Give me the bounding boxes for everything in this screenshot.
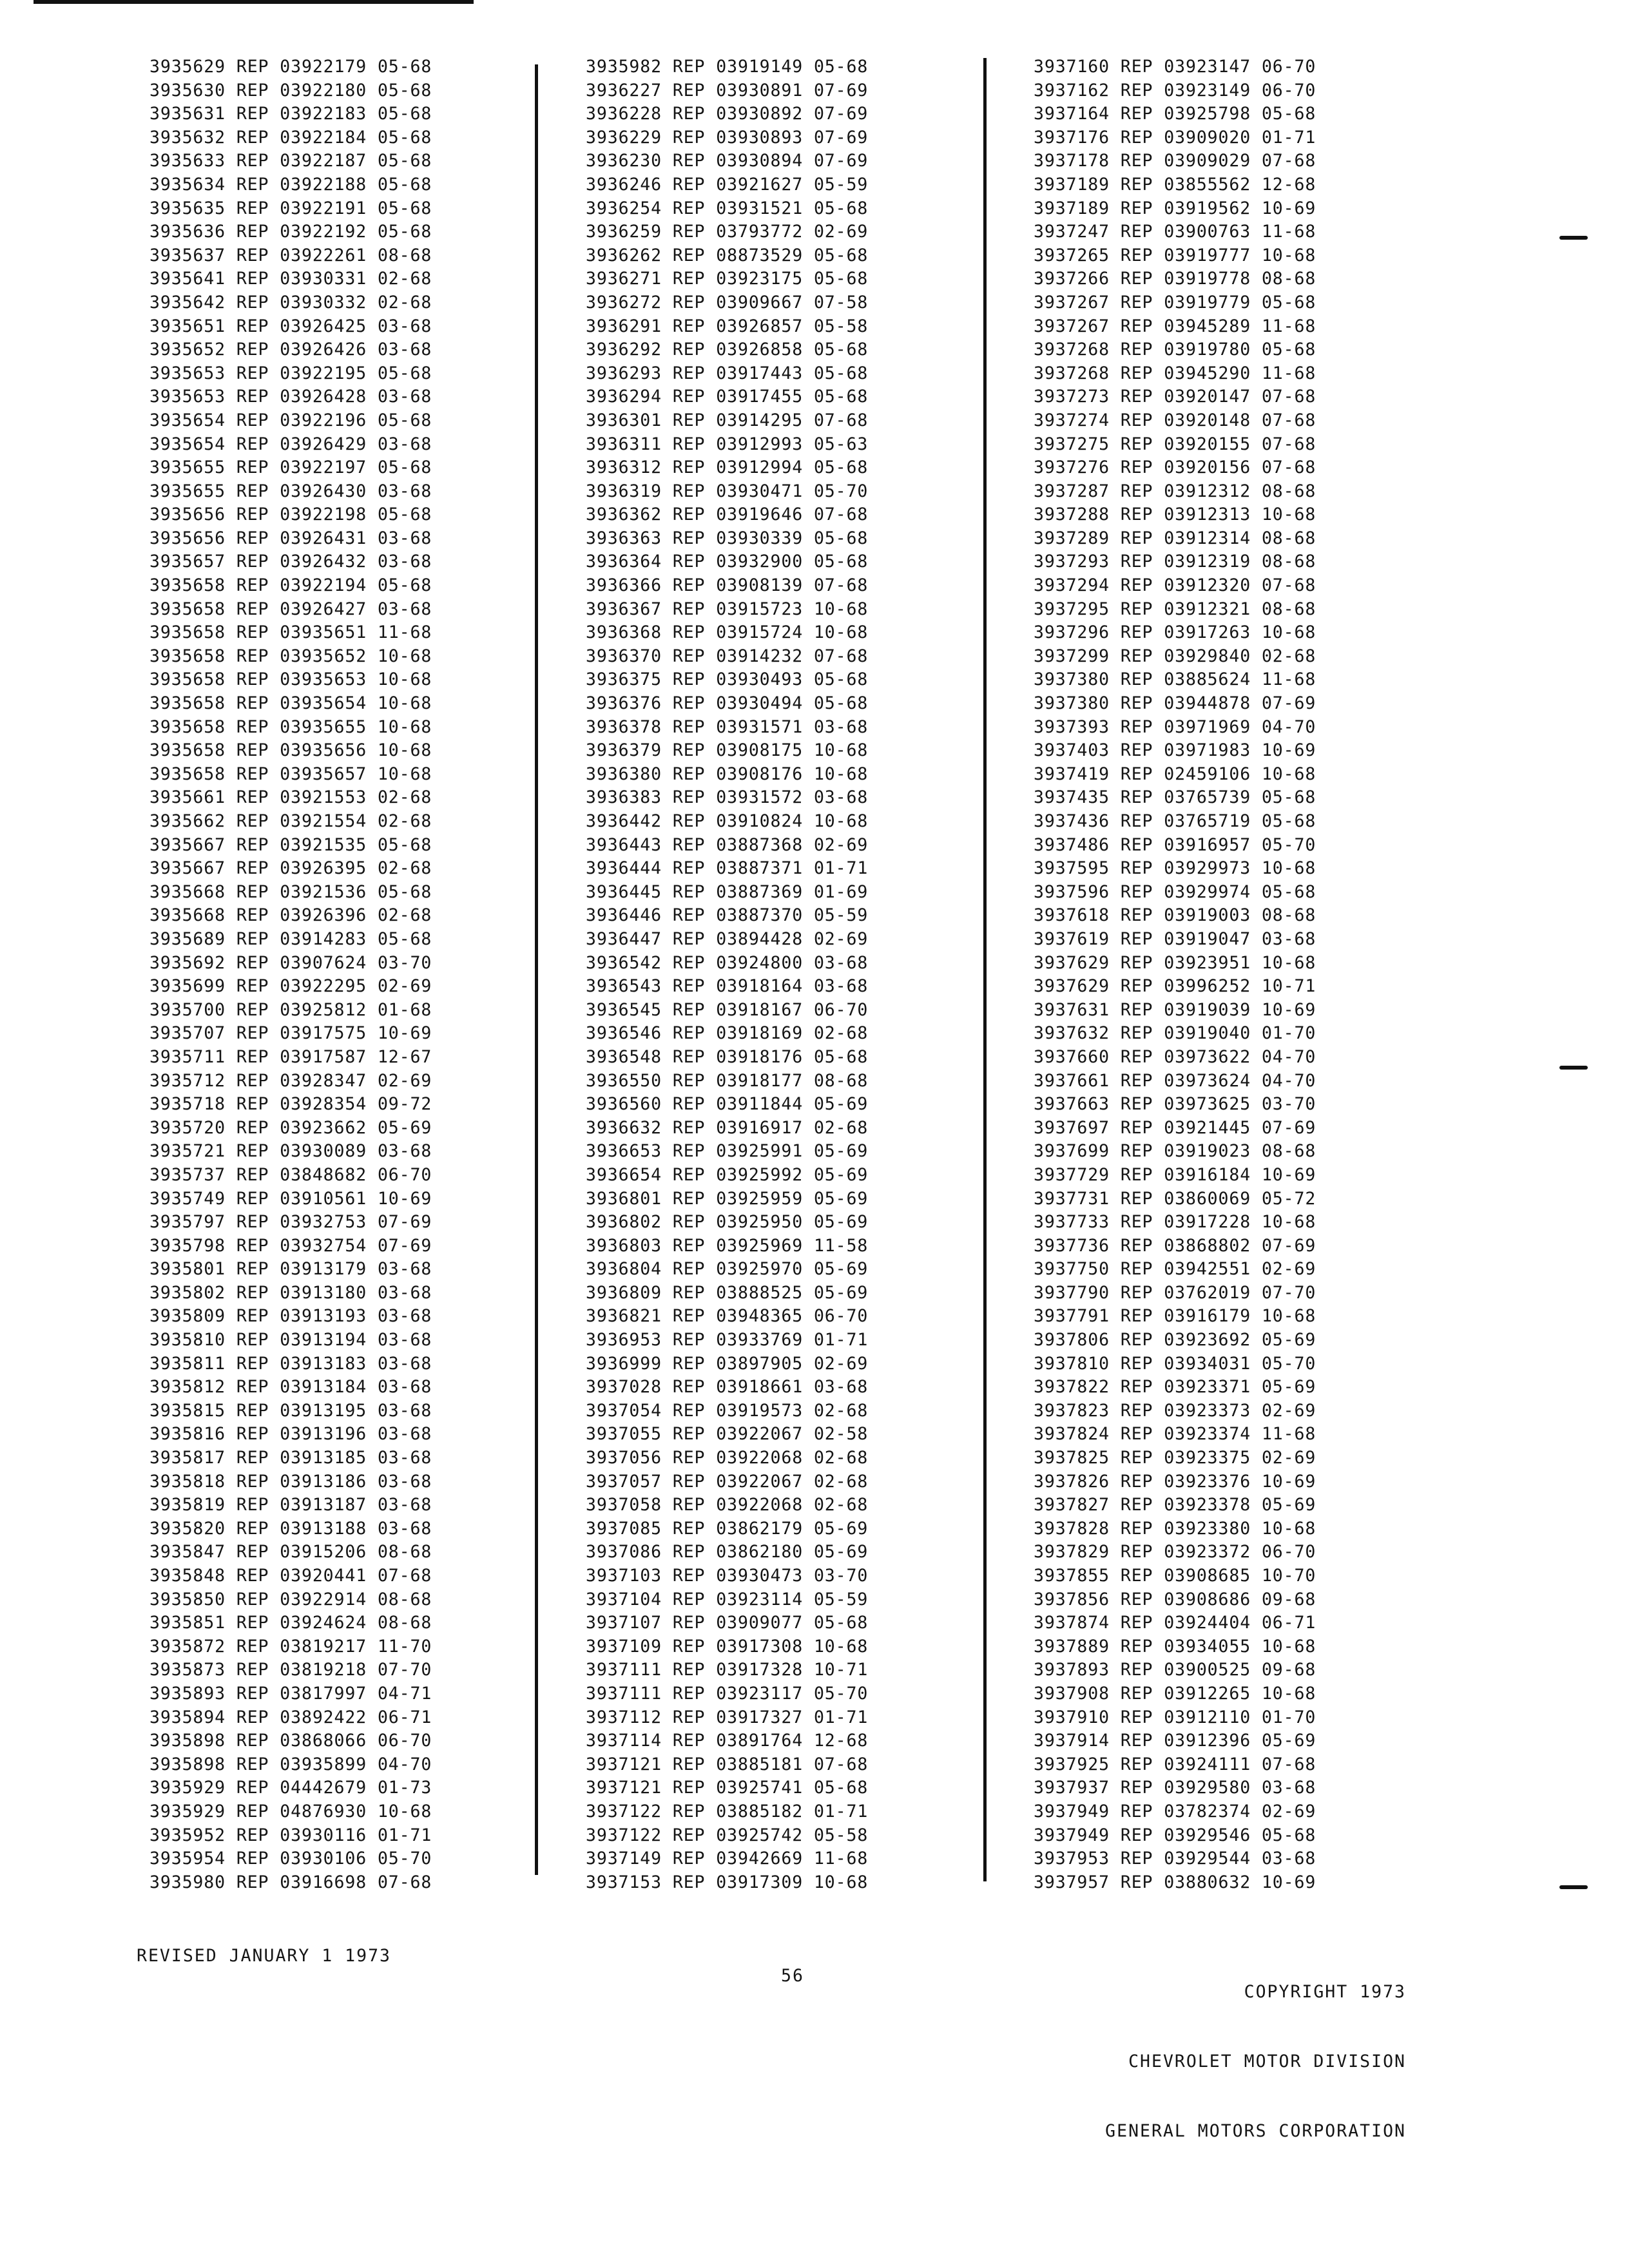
part-entry: 3935655 REP 03922197 05-68 xyxy=(149,457,432,478)
part-entry: 3937267 REP 03945289 11-68 xyxy=(1034,316,1316,336)
part-entry: 3936301 REP 03914295 07-68 xyxy=(586,410,869,430)
part-entry: 3937631 REP 03919039 10-69 xyxy=(1034,999,1316,1020)
part-entry: 3937121 REP 03925741 05-68 xyxy=(586,1778,869,1798)
part-entry: 3937619 REP 03919047 03-68 xyxy=(1034,928,1316,949)
part-entry: 3936447 REP 03894428 02-69 xyxy=(586,928,869,949)
part-entry: 3936804 REP 03925970 05-69 xyxy=(586,1259,869,1280)
part-entry: 3937806 REP 03923692 05-69 xyxy=(1034,1330,1316,1350)
part-entry: 3935692 REP 03907624 03-70 xyxy=(149,952,432,973)
part-entry: 3937957 REP 03880632 10-69 xyxy=(1034,1872,1316,1892)
part-entry: 3936230 REP 03930894 07-69 xyxy=(586,151,869,171)
part-entry: 3937791 REP 03916179 10-68 xyxy=(1034,1306,1316,1327)
margin-mark xyxy=(1559,1885,1588,1889)
part-entry: 3936294 REP 03917455 05-68 xyxy=(586,387,869,407)
part-entry: 3935929 REP 04876930 10-68 xyxy=(149,1801,432,1821)
part-entry: 3937697 REP 03921445 07-69 xyxy=(1034,1117,1316,1138)
part-entry: 3935658 REP 03935654 10-68 xyxy=(149,693,432,714)
part-entry: 3937729 REP 03916184 10-69 xyxy=(1034,1164,1316,1185)
page-number: 56 xyxy=(781,1966,804,1986)
part-entry: 3936999 REP 03897905 02-69 xyxy=(586,1353,869,1374)
part-entry: 3935818 REP 03913186 03-68 xyxy=(149,1471,432,1492)
part-entry: 3935809 REP 03913193 03-68 xyxy=(149,1306,432,1327)
part-entry: 3935929 REP 04442679 01-73 xyxy=(149,1778,432,1798)
part-entry: 3937028 REP 03918661 03-68 xyxy=(586,1377,869,1398)
part-entry: 3936227 REP 03930891 07-69 xyxy=(586,80,869,101)
part-entry: 3937827 REP 03923378 05-69 xyxy=(1034,1495,1316,1515)
part-entry: 3936293 REP 03917443 05-68 xyxy=(586,363,869,383)
part-entry: 3937178 REP 03909029 07-68 xyxy=(1034,151,1316,171)
part-entry: 3937949 REP 03782374 02-69 xyxy=(1034,1801,1316,1821)
part-entry: 3936953 REP 03933769 01-71 xyxy=(586,1330,869,1350)
part-entry: 3937908 REP 03912265 10-68 xyxy=(1034,1683,1316,1704)
part-entry: 3937893 REP 03900525 09-68 xyxy=(1034,1660,1316,1680)
part-entry: 3935658 REP 03935652 10-68 xyxy=(149,646,432,666)
part-entry: 3935812 REP 03913184 03-68 xyxy=(149,1377,432,1398)
part-entry: 3937937 REP 03929580 03-68 xyxy=(1034,1778,1316,1798)
part-entry: 3937736 REP 03868802 07-69 xyxy=(1034,1235,1316,1256)
part-entry: 3935873 REP 03819218 07-70 xyxy=(149,1660,432,1680)
part-entry: 3936821 REP 03948365 06-70 xyxy=(586,1306,869,1327)
part-entry: 3937289 REP 03912314 08-68 xyxy=(1034,528,1316,548)
part-entry: 3935711 REP 03917587 12-67 xyxy=(149,1046,432,1067)
part-entry: 3937274 REP 03920148 07-68 xyxy=(1034,410,1316,430)
part-entry: 3937733 REP 03917228 10-68 xyxy=(1034,1212,1316,1233)
part-entry: 3935749 REP 03910561 10-69 xyxy=(149,1188,432,1209)
part-entry: 3935816 REP 03913196 03-68 xyxy=(149,1424,432,1445)
part-entry: 3937189 REP 03919562 10-69 xyxy=(1034,198,1316,218)
part-entry: 3937403 REP 03971983 10-69 xyxy=(1034,740,1316,761)
part-entry: 3936311 REP 03912993 05-63 xyxy=(586,434,869,454)
part-entry: 3937153 REP 03917309 10-68 xyxy=(586,1872,869,1892)
part-entry: 3935721 REP 03930089 03-68 xyxy=(149,1141,432,1162)
part-entry: 3937731 REP 03860069 05-72 xyxy=(1034,1188,1316,1209)
part-entry: 3936560 REP 03911844 05-69 xyxy=(586,1094,869,1115)
part-entry: 3935642 REP 03930332 02-68 xyxy=(149,292,432,312)
part-entry: 3936364 REP 03932900 05-68 xyxy=(586,552,869,572)
part-entry: 3936543 REP 03918164 03-68 xyxy=(586,976,869,997)
part-entry: 3935641 REP 03930331 02-68 xyxy=(149,269,432,289)
part-entry: 3937287 REP 03912312 08-68 xyxy=(1034,481,1316,501)
part-entry: 3936368 REP 03915724 10-68 xyxy=(586,622,869,643)
part-entry: 3937189 REP 03855562 12-68 xyxy=(1034,174,1316,195)
part-entry: 3937111 REP 03917328 10-71 xyxy=(586,1660,869,1680)
column-divider-2 xyxy=(983,58,987,1881)
part-entry: 3935658 REP 03935653 10-68 xyxy=(149,669,432,690)
part-entry: 3935653 REP 03922195 05-68 xyxy=(149,363,432,383)
part-entry: 3937595 REP 03929973 10-68 xyxy=(1034,858,1316,879)
part-entry: 3935720 REP 03923662 05-69 xyxy=(149,1117,432,1138)
part-entry: 3936803 REP 03925969 11-58 xyxy=(586,1235,869,1256)
part-entry: 3937629 REP 03996252 10-71 xyxy=(1034,976,1316,997)
part-entry: 3936809 REP 03888525 05-69 xyxy=(586,1282,869,1303)
part-entry: 3937393 REP 03971969 04-70 xyxy=(1034,716,1316,737)
part-entry: 3937750 REP 03942551 02-69 xyxy=(1034,1259,1316,1280)
part-entry: 3937629 REP 03923951 10-68 xyxy=(1034,952,1316,973)
part-entry: 3937164 REP 03925798 05-68 xyxy=(1034,104,1316,124)
part-entry: 3936542 REP 03924800 03-68 xyxy=(586,952,869,973)
part-entry: 3935656 REP 03926431 03-68 xyxy=(149,528,432,548)
part-entry: 3937632 REP 03919040 01-70 xyxy=(1034,1023,1316,1044)
part-entry: 3937275 REP 03920155 07-68 xyxy=(1034,434,1316,454)
part-entry: 3935658 REP 03935656 10-68 xyxy=(149,740,432,761)
part-entry: 3937104 REP 03923114 05-59 xyxy=(586,1589,869,1610)
part-entry: 3937247 REP 03900763 11-68 xyxy=(1034,222,1316,242)
part-entry: 3937056 REP 03922068 02-68 xyxy=(586,1448,869,1468)
part-entry: 3937825 REP 03923375 02-69 xyxy=(1034,1448,1316,1468)
part-entry: 3935630 REP 03922180 05-68 xyxy=(149,80,432,101)
part-entry: 3935633 REP 03922187 05-68 xyxy=(149,151,432,171)
part-entry: 3935654 REP 03926429 03-68 xyxy=(149,434,432,454)
part-entry: 3937085 REP 03862179 05-69 xyxy=(586,1518,869,1539)
part-entry: 3936291 REP 03926857 05-58 xyxy=(586,316,869,336)
part-entry: 3937058 REP 03922068 02-68 xyxy=(586,1495,869,1515)
copyright-line: CHEVROLET MOTOR DIVISION xyxy=(1128,2052,1406,2071)
part-entry: 3937824 REP 03923374 11-68 xyxy=(1034,1424,1316,1445)
part-entry: 3935954 REP 03930106 05-70 xyxy=(149,1849,432,1869)
part-entry: 3937953 REP 03929544 03-68 xyxy=(1034,1849,1316,1869)
part-entry: 3936443 REP 03887368 02-69 xyxy=(586,834,869,855)
part-entry: 3937273 REP 03920147 07-68 xyxy=(1034,387,1316,407)
part-entry: 3935636 REP 03922192 05-68 xyxy=(149,222,432,242)
part-entry: 3937295 REP 03912321 08-68 xyxy=(1034,599,1316,619)
part-entry: 3935655 REP 03926430 03-68 xyxy=(149,481,432,501)
part-entry: 3936375 REP 03930493 05-68 xyxy=(586,669,869,690)
part-entry: 3937810 REP 03934031 05-70 xyxy=(1034,1353,1316,1374)
part-entry: 3936444 REP 03887371 01-71 xyxy=(586,858,869,879)
part-entry: 3935898 REP 03935899 04-70 xyxy=(149,1754,432,1774)
top-rule xyxy=(34,0,474,4)
part-entry: 3937299 REP 03929840 02-68 xyxy=(1034,646,1316,666)
part-entry: 3936228 REP 03930892 07-69 xyxy=(586,104,869,124)
part-entry: 3935872 REP 03819217 11-70 xyxy=(149,1636,432,1657)
part-entry: 3935850 REP 03922914 08-68 xyxy=(149,1589,432,1610)
part-entry: 3935801 REP 03913179 03-68 xyxy=(149,1259,432,1280)
part-entry: 3935811 REP 03913183 03-68 xyxy=(149,1353,432,1374)
part-entry: 3936272 REP 03909667 07-58 xyxy=(586,292,869,312)
part-entry: 3935689 REP 03914283 05-68 xyxy=(149,928,432,949)
part-entry: 3935819 REP 03913187 03-68 xyxy=(149,1495,432,1515)
part-entry: 3936445 REP 03887369 01-69 xyxy=(586,881,869,902)
part-entry: 3935658 REP 03922194 05-68 xyxy=(149,575,432,596)
part-entry: 3937268 REP 03945290 11-68 xyxy=(1034,363,1316,383)
part-entry: 3937112 REP 03917327 01-71 xyxy=(586,1707,869,1727)
copyright-block xyxy=(1105,1934,1406,2166)
part-entry: 3935658 REP 03935657 10-68 xyxy=(149,764,432,784)
part-entry: 3936362 REP 03919646 07-68 xyxy=(586,505,869,525)
parts-column-2 xyxy=(586,55,868,1894)
part-entry: 3937107 REP 03909077 05-68 xyxy=(586,1613,869,1633)
part-entry: 3936378 REP 03931571 03-68 xyxy=(586,716,869,737)
part-entry: 3936546 REP 03918169 02-68 xyxy=(586,1023,869,1044)
part-entry: 3937829 REP 03923372 06-70 xyxy=(1034,1542,1316,1562)
part-entry: 3937288 REP 03912313 10-68 xyxy=(1034,505,1316,525)
part-entry: 3936319 REP 03930471 05-70 xyxy=(586,481,869,501)
part-entry: 3935661 REP 03921553 02-68 xyxy=(149,787,432,808)
part-entry: 3935848 REP 03920441 07-68 xyxy=(149,1566,432,1586)
part-entry: 3937122 REP 03885182 01-71 xyxy=(586,1801,869,1821)
part-entry: 3937103 REP 03930473 03-70 xyxy=(586,1566,869,1586)
part-entry: 3936262 REP 08873529 05-68 xyxy=(586,245,869,265)
part-entry: 3936383 REP 03931572 03-68 xyxy=(586,787,869,808)
part-entry: 3935668 REP 03926396 02-68 xyxy=(149,905,432,926)
part-entry: 3935817 REP 03913185 03-68 xyxy=(149,1448,432,1468)
part-entry: 3935707 REP 03917575 10-69 xyxy=(149,1023,432,1044)
part-entry: 3936653 REP 03925991 05-69 xyxy=(586,1141,869,1162)
part-entry: 3936254 REP 03931521 05-68 xyxy=(586,198,869,218)
part-entry: 3935662 REP 03921554 02-68 xyxy=(149,811,432,831)
part-entry: 3937111 REP 03923117 05-70 xyxy=(586,1683,869,1704)
copyright-line: COPYRIGHT 1973 xyxy=(1244,1982,1406,2002)
part-entry: 3937823 REP 03923373 02-69 xyxy=(1034,1400,1316,1421)
part-entry: 3935635 REP 03922191 05-68 xyxy=(149,198,432,218)
part-entry: 3935658 REP 03926427 03-68 xyxy=(149,599,432,619)
part-entry: 3937276 REP 03920156 07-68 xyxy=(1034,457,1316,478)
part-entry: 3937296 REP 03917263 10-68 xyxy=(1034,622,1316,643)
part-entry: 3936802 REP 03925950 05-69 xyxy=(586,1212,869,1233)
part-entry: 3936548 REP 03918176 05-68 xyxy=(586,1046,869,1067)
part-entry: 3936376 REP 03930494 05-68 xyxy=(586,693,869,714)
part-entry: 3937293 REP 03912319 08-68 xyxy=(1034,552,1316,572)
part-entry: 3936446 REP 03887370 05-59 xyxy=(586,905,869,926)
part-entry: 3937663 REP 03973625 03-70 xyxy=(1034,1094,1316,1115)
part-entry: 3936367 REP 03915723 10-68 xyxy=(586,599,869,619)
part-entry: 3937265 REP 03919777 10-68 xyxy=(1034,245,1316,265)
part-entry: 3935982 REP 03919149 05-68 xyxy=(586,57,869,77)
part-entry: 3937176 REP 03909020 01-71 xyxy=(1034,127,1316,148)
part-entry: 3936259 REP 03793772 02-69 xyxy=(586,222,869,242)
part-entry: 3935798 REP 03932754 07-69 xyxy=(149,1235,432,1256)
part-entry: 3935820 REP 03913188 03-68 xyxy=(149,1518,432,1539)
part-entry: 3937380 REP 03885624 11-68 xyxy=(1034,669,1316,690)
part-entry: 3936229 REP 03930893 07-69 xyxy=(586,127,869,148)
part-entry: 3937054 REP 03919573 02-68 xyxy=(586,1400,869,1421)
part-entry: 3937661 REP 03973624 04-70 xyxy=(1034,1070,1316,1091)
part-entry: 3937121 REP 03885181 07-68 xyxy=(586,1754,869,1774)
part-entry: 3937856 REP 03908686 09-68 xyxy=(1034,1589,1316,1610)
part-entry: 3935652 REP 03926426 03-68 xyxy=(149,340,432,360)
part-entry: 3937910 REP 03912110 01-70 xyxy=(1034,1707,1316,1727)
part-entry: 3937109 REP 03917308 10-68 xyxy=(586,1636,869,1657)
part-entry: 3937294 REP 03912320 07-68 xyxy=(1034,575,1316,596)
part-entry: 3935631 REP 03922183 05-68 xyxy=(149,104,432,124)
part-entry: 3936271 REP 03923175 05-68 xyxy=(586,269,869,289)
part-entry: 3937826 REP 03923376 10-69 xyxy=(1034,1471,1316,1492)
part-entry: 3935797 REP 03932753 07-69 xyxy=(149,1212,432,1233)
part-entry: 3937874 REP 03924404 06-71 xyxy=(1034,1613,1316,1633)
part-entry: 3937267 REP 03919779 05-68 xyxy=(1034,292,1316,312)
part-entry: 3936370 REP 03914232 07-68 xyxy=(586,646,869,666)
part-entry: 3937855 REP 03908685 10-70 xyxy=(1034,1566,1316,1586)
part-entry: 3936442 REP 03910824 10-68 xyxy=(586,811,869,831)
part-entry: 3936654 REP 03925992 05-69 xyxy=(586,1164,869,1185)
part-entry: 3937949 REP 03929546 05-68 xyxy=(1034,1825,1316,1845)
part-entry: 3935712 REP 03928347 02-69 xyxy=(149,1070,432,1091)
part-entry: 3937380 REP 03944878 07-69 xyxy=(1034,693,1316,714)
part-entry: 3937149 REP 03942669 11-68 xyxy=(586,1849,869,1869)
part-entry: 3935893 REP 03817997 04-71 xyxy=(149,1683,432,1704)
part-entry: 3936632 REP 03916917 02-68 xyxy=(586,1117,869,1138)
part-entry: 3935651 REP 03926425 03-68 xyxy=(149,316,432,336)
part-entry: 3935847 REP 03915206 08-68 xyxy=(149,1542,432,1562)
part-entry: 3937055 REP 03922067 02-58 xyxy=(586,1424,869,1445)
part-entry: 3936379 REP 03908175 10-68 xyxy=(586,740,869,761)
part-entry: 3935658 REP 03935651 11-68 xyxy=(149,622,432,643)
part-entry: 3935656 REP 03922198 05-68 xyxy=(149,505,432,525)
part-entry: 3936312 REP 03912994 05-68 xyxy=(586,457,869,478)
part-entry: 3937618 REP 03919003 08-68 xyxy=(1034,905,1316,926)
part-entry: 3936550 REP 03918177 08-68 xyxy=(586,1070,869,1091)
part-entry: 3937914 REP 03912396 05-69 xyxy=(1034,1731,1316,1751)
part-entry: 3937057 REP 03922067 02-68 xyxy=(586,1471,869,1492)
margin-mark xyxy=(1559,236,1588,240)
part-entry: 3937268 REP 03919780 05-68 xyxy=(1034,340,1316,360)
column-divider-1 xyxy=(535,64,538,1875)
part-entry: 3937660 REP 03973622 04-70 xyxy=(1034,1046,1316,1067)
part-entry: 3935699 REP 03922295 02-69 xyxy=(149,976,432,997)
part-entry: 3937419 REP 02459106 10-68 xyxy=(1034,764,1316,784)
part-entry: 3935637 REP 03922261 08-68 xyxy=(149,245,432,265)
part-entry: 3936366 REP 03908139 07-68 xyxy=(586,575,869,596)
part-entry: 3937828 REP 03923380 10-68 xyxy=(1034,1518,1316,1539)
part-entry: 3936545 REP 03918167 06-70 xyxy=(586,999,869,1020)
part-entry: 3935658 REP 03935655 10-68 xyxy=(149,716,432,737)
part-entry: 3937790 REP 03762019 07-70 xyxy=(1034,1282,1316,1303)
part-entry: 3935810 REP 03913194 03-68 xyxy=(149,1330,432,1350)
part-entry: 3935654 REP 03922196 05-68 xyxy=(149,410,432,430)
revised-date: REVISED JANUARY 1 1973 xyxy=(137,1946,391,1966)
part-entry: 3935894 REP 03892422 06-71 xyxy=(149,1707,432,1727)
part-entry: 3937435 REP 03765739 05-68 xyxy=(1034,787,1316,808)
parts-column-3 xyxy=(1034,55,1316,1894)
part-entry: 3937122 REP 03925742 05-58 xyxy=(586,1825,869,1845)
part-entry: 3935668 REP 03921536 05-68 xyxy=(149,881,432,902)
part-entry: 3937114 REP 03891764 12-68 xyxy=(586,1731,869,1751)
part-entry: 3937699 REP 03919023 08-68 xyxy=(1034,1141,1316,1162)
part-entry: 3935980 REP 03916698 07-68 xyxy=(149,1872,432,1892)
part-entry: 3935737 REP 03848682 06-70 xyxy=(149,1164,432,1185)
part-entry: 3935657 REP 03926432 03-68 xyxy=(149,552,432,572)
part-entry: 3935667 REP 03926395 02-68 xyxy=(149,858,432,879)
part-entry: 3937086 REP 03862180 05-69 xyxy=(586,1542,869,1562)
part-entry: 3935851 REP 03924624 08-68 xyxy=(149,1613,432,1633)
part-entry: 3935952 REP 03930116 01-71 xyxy=(149,1825,432,1845)
part-entry: 3935653 REP 03926428 03-68 xyxy=(149,387,432,407)
margin-mark xyxy=(1559,1066,1588,1070)
part-entry: 3936380 REP 03908176 10-68 xyxy=(586,764,869,784)
part-entry: 3936363 REP 03930339 05-68 xyxy=(586,528,869,548)
part-entry: 3935815 REP 03913195 03-68 xyxy=(149,1400,432,1421)
part-entry: 3936801 REP 03925959 05-69 xyxy=(586,1188,869,1209)
part-entry: 3936246 REP 03921627 05-59 xyxy=(586,174,869,195)
part-entry: 3937266 REP 03919778 08-68 xyxy=(1034,269,1316,289)
part-entry: 3937436 REP 03765719 05-68 xyxy=(1034,811,1316,831)
part-entry: 3937889 REP 03934055 10-68 xyxy=(1034,1636,1316,1657)
part-entry: 3935718 REP 03928354 09-72 xyxy=(149,1094,432,1115)
part-entry: 3937486 REP 03916957 05-70 xyxy=(1034,834,1316,855)
part-entry: 3935632 REP 03922184 05-68 xyxy=(149,127,432,148)
part-entry: 3936292 REP 03926858 05-68 xyxy=(586,340,869,360)
part-entry: 3935634 REP 03922188 05-68 xyxy=(149,174,432,195)
part-entry: 3935700 REP 03925812 01-68 xyxy=(149,999,432,1020)
part-entry: 3937596 REP 03929974 05-68 xyxy=(1034,881,1316,902)
part-entry: 3935629 REP 03922179 05-68 xyxy=(149,57,432,77)
part-entry: 3935802 REP 03913180 03-68 xyxy=(149,1282,432,1303)
part-entry: 3935667 REP 03921535 05-68 xyxy=(149,834,432,855)
copyright-line: GENERAL MOTORS CORPORATION xyxy=(1105,2121,1406,2141)
part-entry: 3937160 REP 03923147 06-70 xyxy=(1034,57,1316,77)
parts-column-1 xyxy=(149,55,432,1894)
part-entry: 3937162 REP 03923149 06-70 xyxy=(1034,80,1316,101)
part-entry: 3937822 REP 03923371 05-69 xyxy=(1034,1377,1316,1398)
part-entry: 3935898 REP 03868066 06-70 xyxy=(149,1731,432,1751)
part-entry: 3937925 REP 03924111 07-68 xyxy=(1034,1754,1316,1774)
